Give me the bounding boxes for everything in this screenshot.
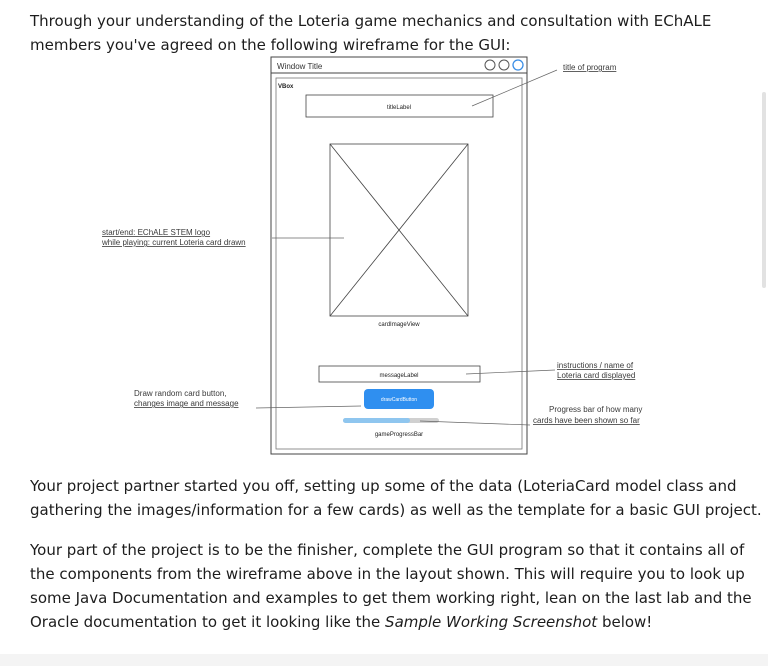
intro-paragraph: Through your understanding of the Loteria game mechanics and consultation with EChALE members you've agreed on the following wireframe for the GUI:	[30, 12, 712, 54]
message-label-text: messageLabel	[379, 373, 419, 379]
draw-card-button-text: drawCardButton	[380, 397, 418, 403]
image-placeholder-icon	[330, 144, 468, 316]
note-message-line1: instructions / name of	[557, 361, 634, 370]
bottom-band	[0, 654, 768, 666]
task-text: Your part of the project is to be the finisher, complete the GUI program so that it contains all of the components from the wireframe above in the layout shown. This will require you to look up some Java Documentation and examples to get them working right, lean on the last lab and the Oracle documentation to get it looking like the	[30, 541, 752, 631]
window-title: Window Title	[277, 62, 323, 71]
page-scrollbar[interactable]	[762, 92, 766, 288]
note-image-line2: while playing: current Loteria card drawn	[102, 238, 246, 247]
sample-screenshot-emphasis: Sample Working Screenshot	[385, 613, 598, 631]
note-title: title of program	[563, 63, 617, 72]
window-controls-icon	[485, 60, 523, 70]
note-message-line2: Loteria card displayed	[557, 371, 636, 380]
task-end: below!	[597, 613, 653, 631]
progress-bar-label: gameProgressBar	[374, 432, 424, 438]
vbox-label: VBox	[278, 84, 294, 90]
note-button-line1: Draw random card button,	[134, 389, 227, 398]
partner-paragraph: Your project partner started you off, setting up some of the data (LoteriaCard model class and gathering the images/information for a few cards) as well as the template for a basic GUI project.	[30, 477, 762, 519]
note-progress-line1: Progress bar of how many	[549, 405, 643, 414]
task-paragraph	[30, 538, 752, 634]
image-view-label: cardImageView	[378, 322, 420, 328]
note-progress-line2: cards have been shown so far	[533, 416, 640, 425]
title-label-text: titleLabel	[386, 105, 412, 111]
progress-bar-fill	[343, 418, 410, 423]
note-button-line2: changes image and message	[134, 399, 239, 408]
note-image-line1: start/end: EChALE STEM logo	[102, 228, 211, 237]
